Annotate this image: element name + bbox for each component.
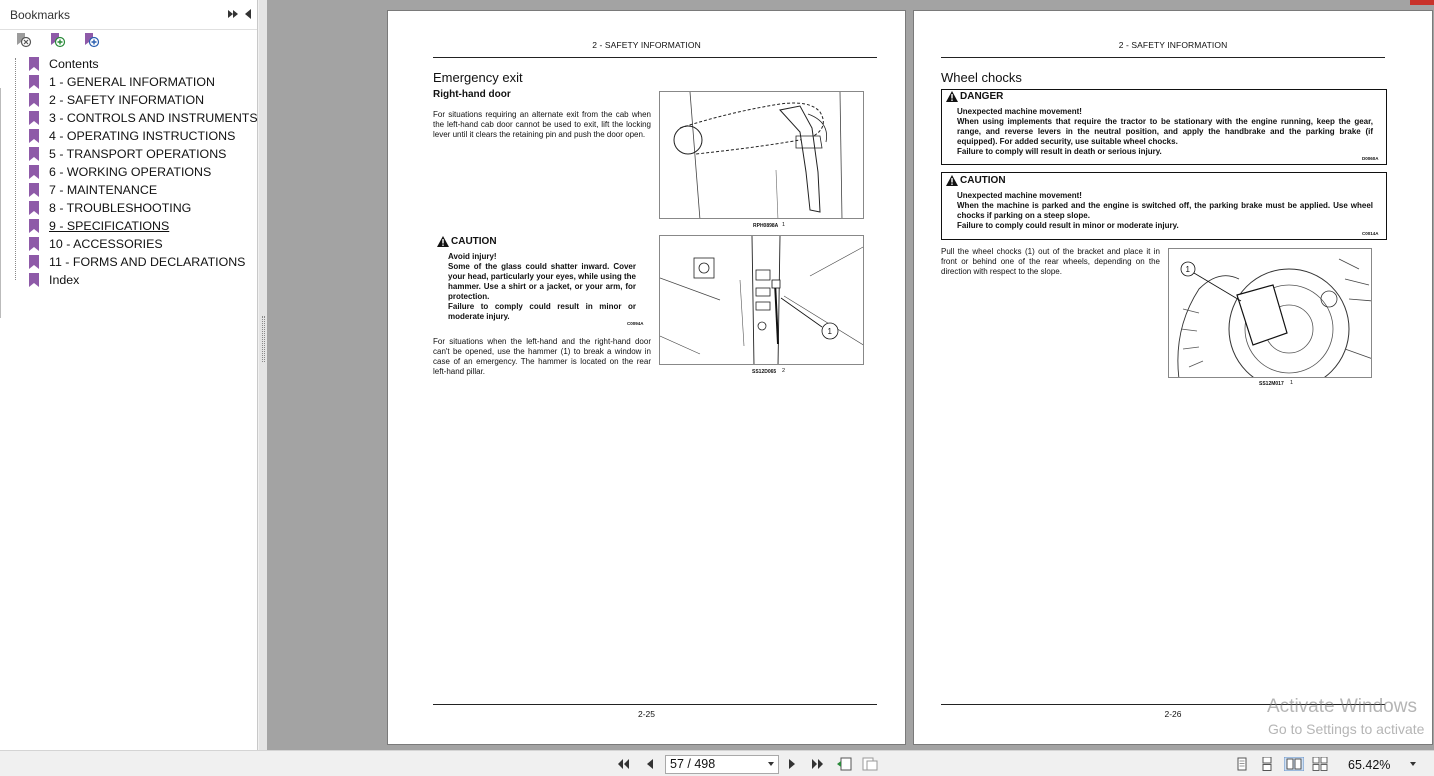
figure-door-lever <box>659 91 864 219</box>
section-title: Emergency exit <box>433 70 523 85</box>
warning-triangle-icon <box>946 91 958 102</box>
previous-view-icon[interactable] <box>836 757 852 771</box>
paragraph-hammer: For situations when the left-hand and the right-hand door can't be opened, use the hammer (1) to break a window in case of an emergency. The hammer is located on the rear left-hand pillar. <box>433 337 651 376</box>
delete-bookmark-icon[interactable] <box>14 31 32 49</box>
window-accent <box>1410 0 1434 5</box>
bookmark-item[interactable] <box>28 199 258 217</box>
wheel-chocks-illustration <box>1169 249 1372 378</box>
continuous-view-icon[interactable] <box>1259 757 1275 771</box>
bookmark-icon <box>28 237 40 251</box>
bookmark-item[interactable] <box>28 253 258 271</box>
add-bookmark-icon[interactable] <box>48 31 66 49</box>
bookmarks-panel <box>0 0 258 750</box>
bookmark-icon <box>28 255 40 269</box>
figure-hammer-pillar <box>659 235 864 365</box>
bookmark-label: 3 - CONTROLS AND INSTRUMENTS <box>49 111 258 125</box>
bookmark-label: 8 - TROUBLESHOOTING <box>49 201 192 215</box>
danger-label: DANGER <box>960 91 1004 102</box>
first-page-button[interactable] <box>617 757 631 771</box>
page-header: 2 - SAFETY INFORMATION <box>592 40 701 50</box>
page-number-input[interactable]: 57 / 498 <box>665 755 779 774</box>
bookmark-item[interactable] <box>28 109 258 127</box>
zoom-level[interactable]: 65.42% <box>1348 758 1391 772</box>
bookmark-label: 5 - TRANSPORT OPERATIONS <box>49 147 227 161</box>
caution-code: C0094A <box>627 321 644 326</box>
next-page-button[interactable] <box>785 757 799 771</box>
figure-2-number: 2 <box>782 368 786 374</box>
bookmark-list <box>28 55 258 289</box>
facing-view-icon[interactable] <box>1284 757 1304 771</box>
bookmark-icon <box>28 273 40 287</box>
status-bar <box>0 750 1434 776</box>
header-rule <box>941 57 1385 58</box>
door-lever-illustration <box>660 92 864 219</box>
bookmark-item[interactable] <box>28 163 258 181</box>
bookmark-icon <box>28 57 40 71</box>
warning-triangle-icon <box>946 175 958 186</box>
bookmark-label: Index <box>49 273 80 287</box>
bookmark-label: 1 - GENERAL INFORMATION <box>49 75 215 89</box>
add-child-bookmark-icon[interactable] <box>82 31 100 49</box>
figure-1-number: 1 <box>782 222 786 228</box>
bookmark-item[interactable] <box>28 55 258 73</box>
figure-wheel-chocks <box>1168 248 1372 378</box>
danger-heading <box>946 91 1003 102</box>
caution-label: CAUTION <box>451 236 497 247</box>
page-dropdown-icon[interactable] <box>768 762 774 766</box>
bookmark-label: 10 - ACCESSORIES <box>49 237 163 251</box>
caution-heading <box>946 175 1006 186</box>
bookmark-icon <box>28 93 40 107</box>
figure-number: 1 <box>1290 380 1294 386</box>
footer-rule <box>433 704 877 705</box>
bookmark-icon <box>28 147 40 161</box>
tree-guide <box>15 58 29 280</box>
page-header: 2 - SAFETY INFORMATION <box>1118 40 1228 50</box>
bookmark-icon <box>28 201 40 215</box>
bookmark-label: 7 - MAINTENANCE <box>49 183 158 197</box>
paragraph-right-hand-door: For situations requiring an alternate exit from the cab when the left-hand cab door cannot be used to exit, lift the locking lever until it clears the retaining pin and push the door open. <box>433 110 651 139</box>
bookmark-icon <box>28 75 40 89</box>
figure-2-callout: 1 <box>827 327 832 336</box>
danger-text: Unexpected machine movement! When using implements that require the tractor to be stationary with the engine running, keep the gear, range, and reverse levers in the neutral position, and apply the handbrake and the parking brake (if equipped). For added security, use suitable wheel chocks. Failure to comply will result in death or serious injury. <box>957 107 1373 156</box>
figure-caption: SS12M017 <box>1259 381 1284 387</box>
bookmark-item[interactable] <box>28 145 258 163</box>
bookmark-item[interactable] <box>28 235 258 253</box>
page-2-25 <box>387 10 906 745</box>
bookmark-item[interactable] <box>28 73 258 91</box>
bookmark-item[interactable] <box>28 91 258 109</box>
bookmarks-title: Bookmarks <box>10 8 71 22</box>
bookmark-label: 4 - OPERATING INSTRUCTIONS <box>49 129 236 143</box>
bookmark-icon <box>28 219 40 233</box>
last-page-button[interactable] <box>810 757 824 771</box>
bookmark-icon <box>28 111 40 125</box>
bookmark-label: 2 - SAFETY INFORMATION <box>49 93 205 107</box>
zoom-dropdown-icon[interactable] <box>1410 762 1416 766</box>
figure-2-caption: SS12D065 <box>752 369 777 375</box>
figure-1-caption: RPH0898A <box>753 223 779 229</box>
bookmark-icon <box>28 183 40 197</box>
collapse-panel-icon[interactable] <box>244 8 252 20</box>
caution-heading <box>437 236 497 247</box>
caution-code: C0014A <box>1362 231 1379 236</box>
paragraph-wheel-chocks: Pull the wheel chocks (1) out of the bracket and place it in front or behind one of the rear wheels, depending on the direction with respect to the slope. <box>941 247 1160 276</box>
bookmark-icon <box>28 129 40 143</box>
panel-edge <box>0 88 6 318</box>
next-view-icon[interactable] <box>862 757 878 771</box>
activation-watermark-subtitle: Go to Settings to activate <box>1268 721 1425 737</box>
bookmark-item[interactable] <box>28 181 258 199</box>
bookmark-icon <box>28 165 40 179</box>
page-2-26 <box>913 10 1433 745</box>
bookmark-label: Contents <box>49 57 99 71</box>
bookmark-label: 9 - SPECIFICATIONS <box>49 219 170 233</box>
activation-watermark-title: Activate Windows <box>1267 696 1417 717</box>
section-title: Wheel chocks <box>941 70 1022 85</box>
warning-triangle-icon <box>437 236 449 247</box>
bookmarks-toolbar <box>14 31 100 51</box>
danger-code: D0060A <box>1362 156 1379 161</box>
expand-panel-icon[interactable] <box>227 8 239 20</box>
document-viewer[interactable] <box>267 0 1434 750</box>
page-number: 2-25 <box>637 709 655 719</box>
header-rule <box>433 57 877 58</box>
panel-splitter[interactable] <box>259 0 267 750</box>
splitter-grip[interactable] <box>262 316 265 362</box>
caution-text: Unexpected machine movement! When the machine is parked and the engine is switched off, the parking brake must be applied. Use wheel chocks if parking on a steep slope. Failure to comply could result in minor or moderate injury. <box>957 191 1373 230</box>
previous-page-button[interactable] <box>643 757 657 771</box>
bookmarks-header <box>0 0 257 30</box>
bookmark-item[interactable] <box>28 127 258 145</box>
bookmark-item[interactable] <box>28 271 258 289</box>
bookmark-item[interactable] <box>28 217 258 235</box>
page-number: 2-26 <box>1164 709 1182 719</box>
single-page-view-icon[interactable] <box>1234 757 1250 771</box>
bookmark-label: 11 - FORMS AND DECLARATIONS <box>49 255 246 269</box>
subsection-title: Right-hand door <box>433 89 511 100</box>
continuous-facing-view-icon[interactable] <box>1312 757 1328 771</box>
figure-callout: 1 <box>1185 265 1190 274</box>
hammer-pillar-illustration <box>660 236 864 365</box>
bookmark-label: 6 - WORKING OPERATIONS <box>49 165 212 179</box>
caution-label: CAUTION <box>960 175 1006 186</box>
caution-text: Avoid injury! Some of the glass could shatter inward. Cover your head, particularly your eyes, while using the hammer. Use a shirt or a jacket, or your arm, for protection. Failure to comply could result in minor or moderate injury. <box>448 252 636 321</box>
